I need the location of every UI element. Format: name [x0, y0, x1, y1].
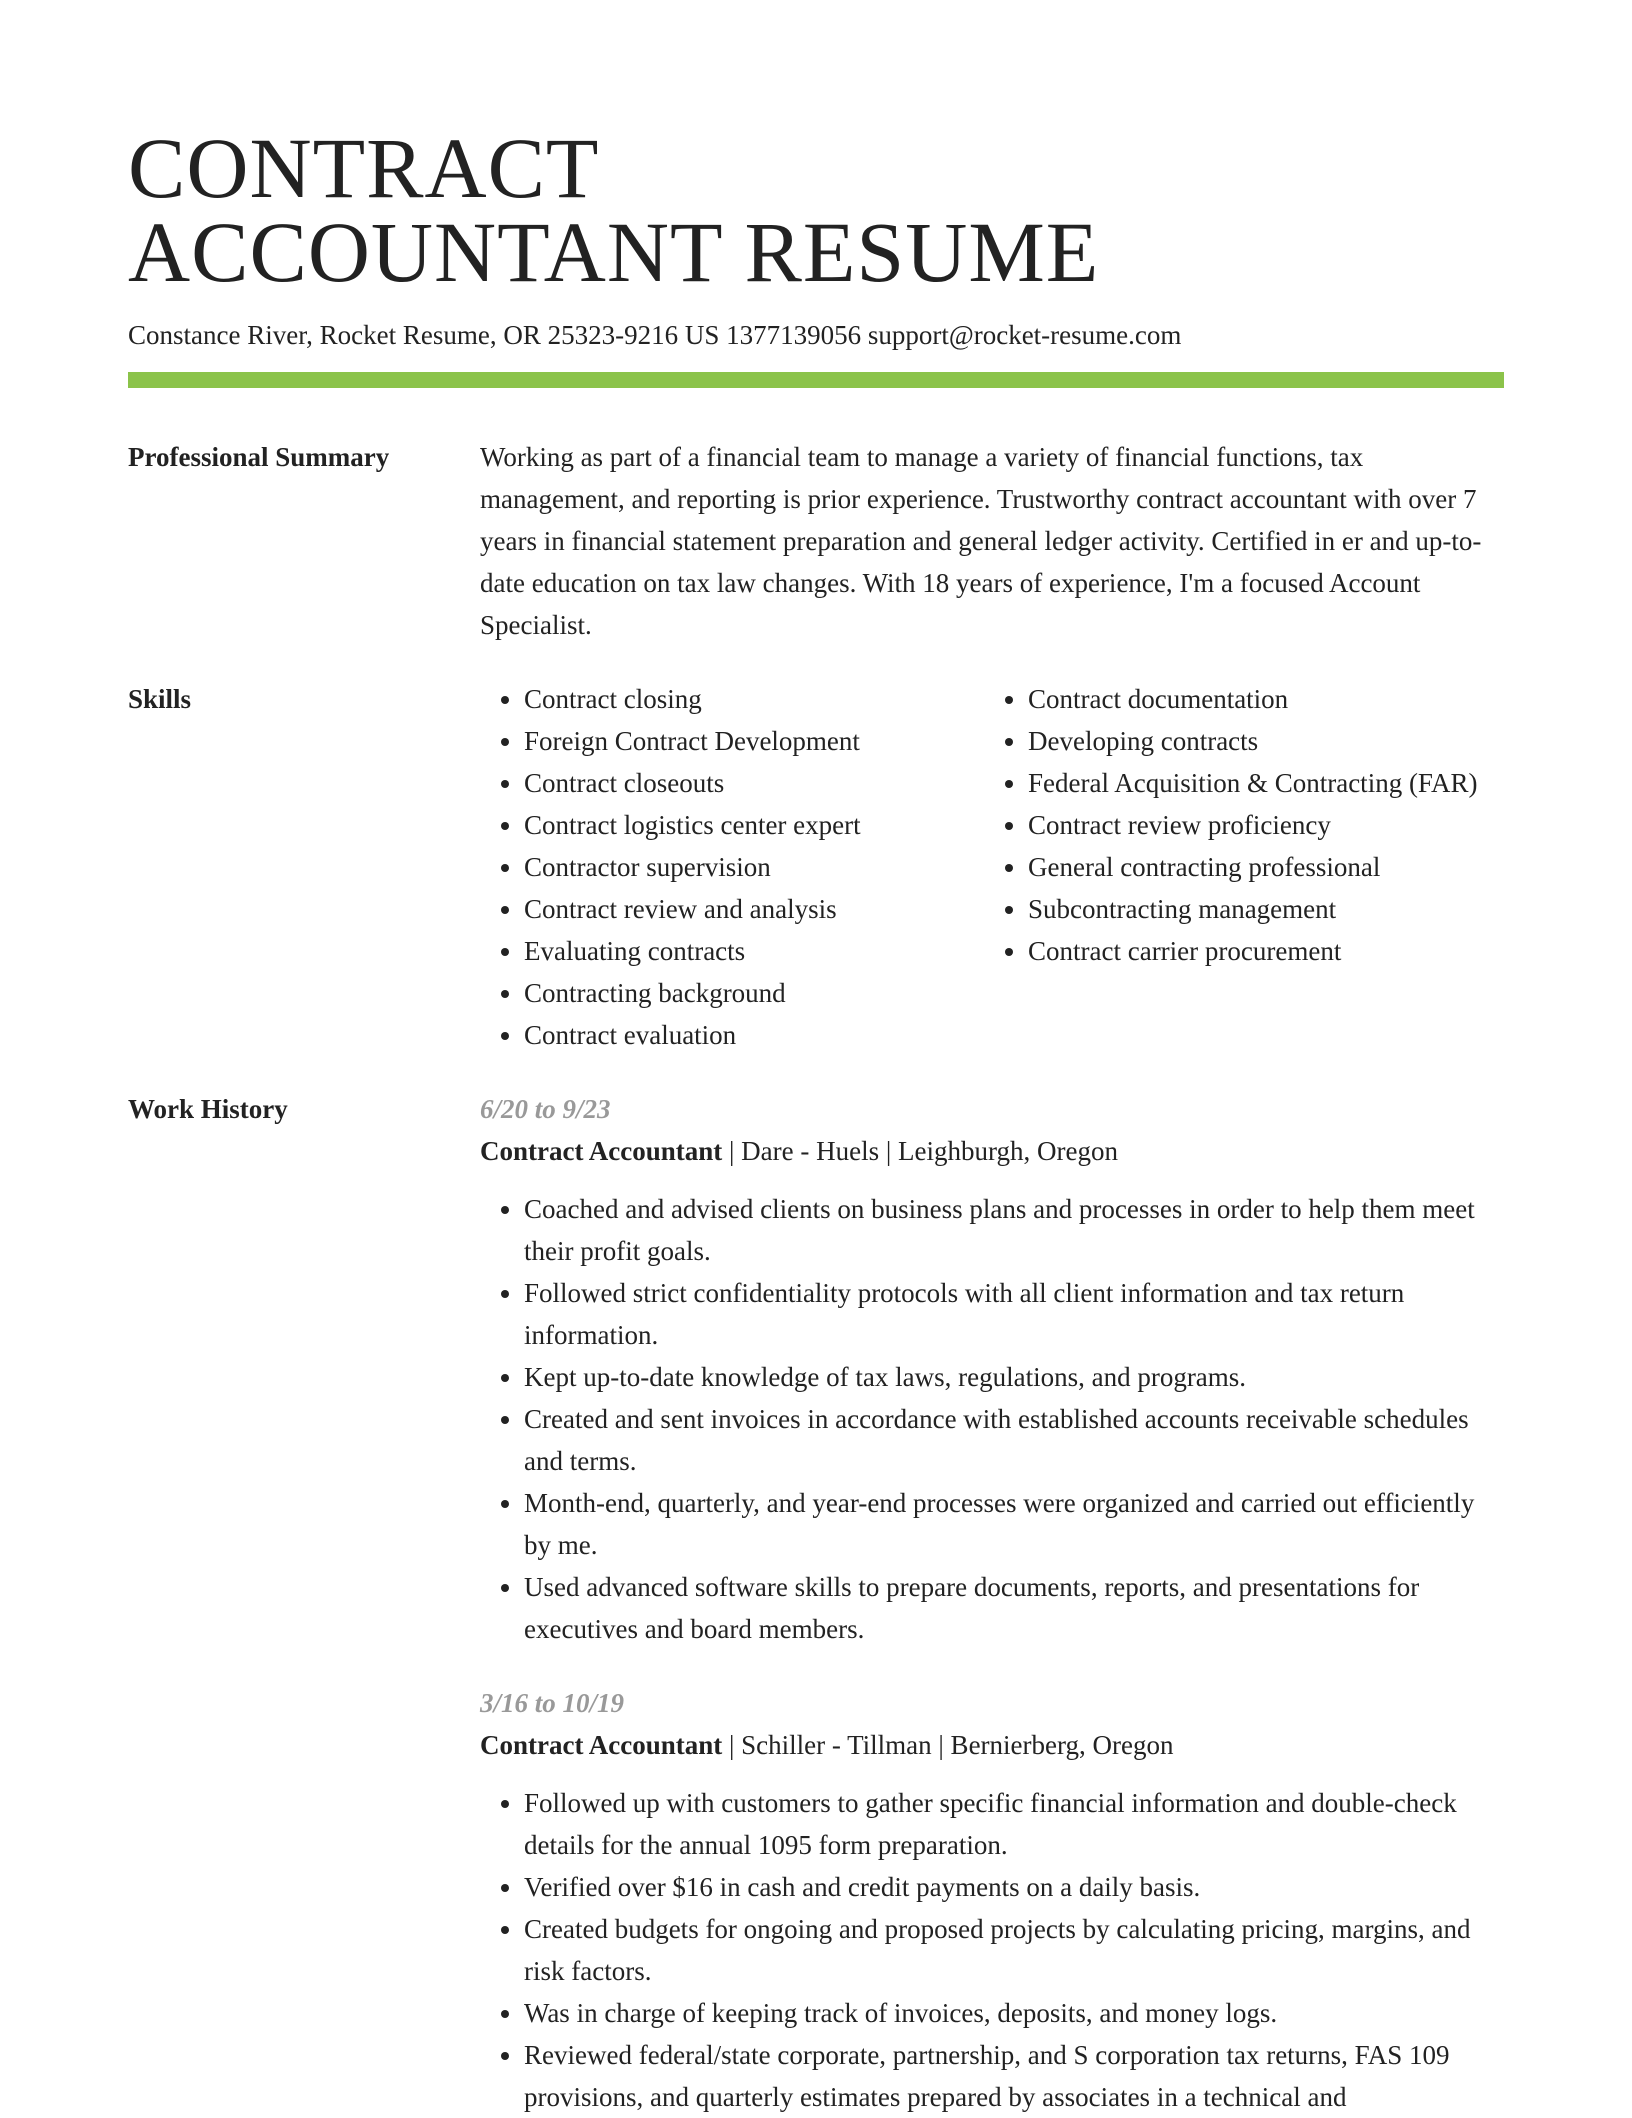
responsibility-item: • Kept up-to-date knowledge of tax laws, regulations, and programs. [524, 1356, 1504, 1398]
contact-line: Constance River, Rocket Resume, OR 25323-9216 US 1377139056 support@rocket-resume.com [128, 320, 1182, 350]
responsibility-item: • Used advanced software skills to prepare documents, reports, and presentations for executives and board members. [524, 1566, 1504, 1650]
skill-item: • General contracting professional [1028, 846, 1488, 888]
job-company-location: | Dare - Huels | Leighburgh, Oregon [722, 1136, 1118, 1166]
skill-item: • Contract review and analysis [524, 888, 984, 930]
skill-item: • Contract closing [524, 678, 984, 720]
section-label-professional-summary: Professional Summary [128, 442, 390, 472]
skill-item: • Developing contracts [1028, 720, 1488, 762]
job-responsibilities [480, 1782, 1504, 2118]
resume-title-line-1: CONTRACT [128, 120, 600, 216]
responsibility-item: • Verified over $16 in cash and credit payments on a daily basis. [524, 1866, 1504, 1908]
skill-item: • Federal Acquisition & Contracting (FAR) [1028, 762, 1488, 804]
responsibility-item: • Followed strict confidentiality protocols with all client information and tax return information. [524, 1272, 1504, 1356]
resume-title-line-2: ACCOUNTANT RESUME [128, 204, 1100, 300]
skills-section [128, 678, 1504, 1056]
responsibility-item: • Created budgets for ongoing and proposed projects by calculating pricing, margins, and risk factors. [524, 1908, 1504, 1992]
skills-columns [480, 678, 1504, 1056]
skills-list-right [984, 678, 1488, 1056]
responsibility-item: • Was in charge of keeping track of invoices, deposits, and money logs. [524, 1992, 1504, 2034]
job-dates: 3/16 to 10/19 [480, 1688, 625, 1718]
job-entry [480, 1682, 1504, 2118]
responsibility-item: • Coached and advised clients on business plans and processes in order to help them meet their profit goals. [524, 1188, 1504, 1272]
job-title: Contract Accountant [480, 1136, 723, 1166]
skill-item: • Subcontracting management [1028, 888, 1488, 930]
job-dates: 6/20 to 9/23 [480, 1094, 611, 1124]
summary-paragraph: Working as part of a financial team to manage a variety of financial functions, tax management, and reporting is prior experience. Trustworthy contract accountant with over 7 years in financial statement preparation and general ledger activity. Certified in er and up-to-date education on tax law changes. With 18 years of experience, I'm a focused Account Specialist. [480, 442, 1482, 640]
skill-item: • Contract review proficiency [1028, 804, 1488, 846]
skill-item: • Contractor supervision [524, 846, 984, 888]
responsibility-item: • Created and sent invoices in accordance with established accounts receivable schedules and terms. [524, 1398, 1504, 1482]
job-heading [480, 1130, 1504, 1172]
job-company-location: | Schiller - Tillman | Bernierberg, Oregon [722, 1730, 1174, 1760]
job-responsibilities [480, 1188, 1504, 1650]
skill-item: • Evaluating contracts [524, 930, 984, 972]
skills-list-left [480, 678, 984, 1056]
section-label-skills: Skills [128, 684, 192, 714]
job-title: Contract Accountant [480, 1730, 723, 1760]
responsibility-item: • Followed up with customers to gather specific financial information and double-check details for the annual 1095 form preparation. [524, 1782, 1504, 1866]
professional-summary-body [480, 436, 1504, 646]
work-history-section [128, 1088, 1504, 2118]
job-entry [480, 1088, 1504, 1650]
responsibility-item: • Month-end, quarterly, and year-end processes were organized and carried out efficiently by me. [524, 1482, 1504, 1566]
skill-item: • Contract closeouts [524, 762, 984, 804]
accent-divider [128, 372, 1504, 388]
work-history-body [480, 1088, 1504, 2118]
skill-item: • Contract logistics center expert [524, 804, 984, 846]
resume-title [128, 120, 1504, 300]
skill-item: • Contracting background [524, 972, 984, 1014]
skill-item: • Contract carrier procurement [1028, 930, 1488, 972]
section-label-work-history: Work History [128, 1094, 288, 1124]
professional-summary-section [128, 436, 1504, 646]
skill-item: • Contract documentation [1028, 678, 1488, 720]
skill-item: • Contract evaluation [524, 1014, 984, 1056]
job-heading [480, 1724, 1504, 1766]
responsibility-item: • Reviewed federal/state corporate, partnership, and S corporation tax returns, FAS 109 provisions, and quarterly estimates prepared by associates in a technical and [524, 2034, 1504, 2118]
skill-item: • Foreign Contract Development [524, 720, 984, 762]
